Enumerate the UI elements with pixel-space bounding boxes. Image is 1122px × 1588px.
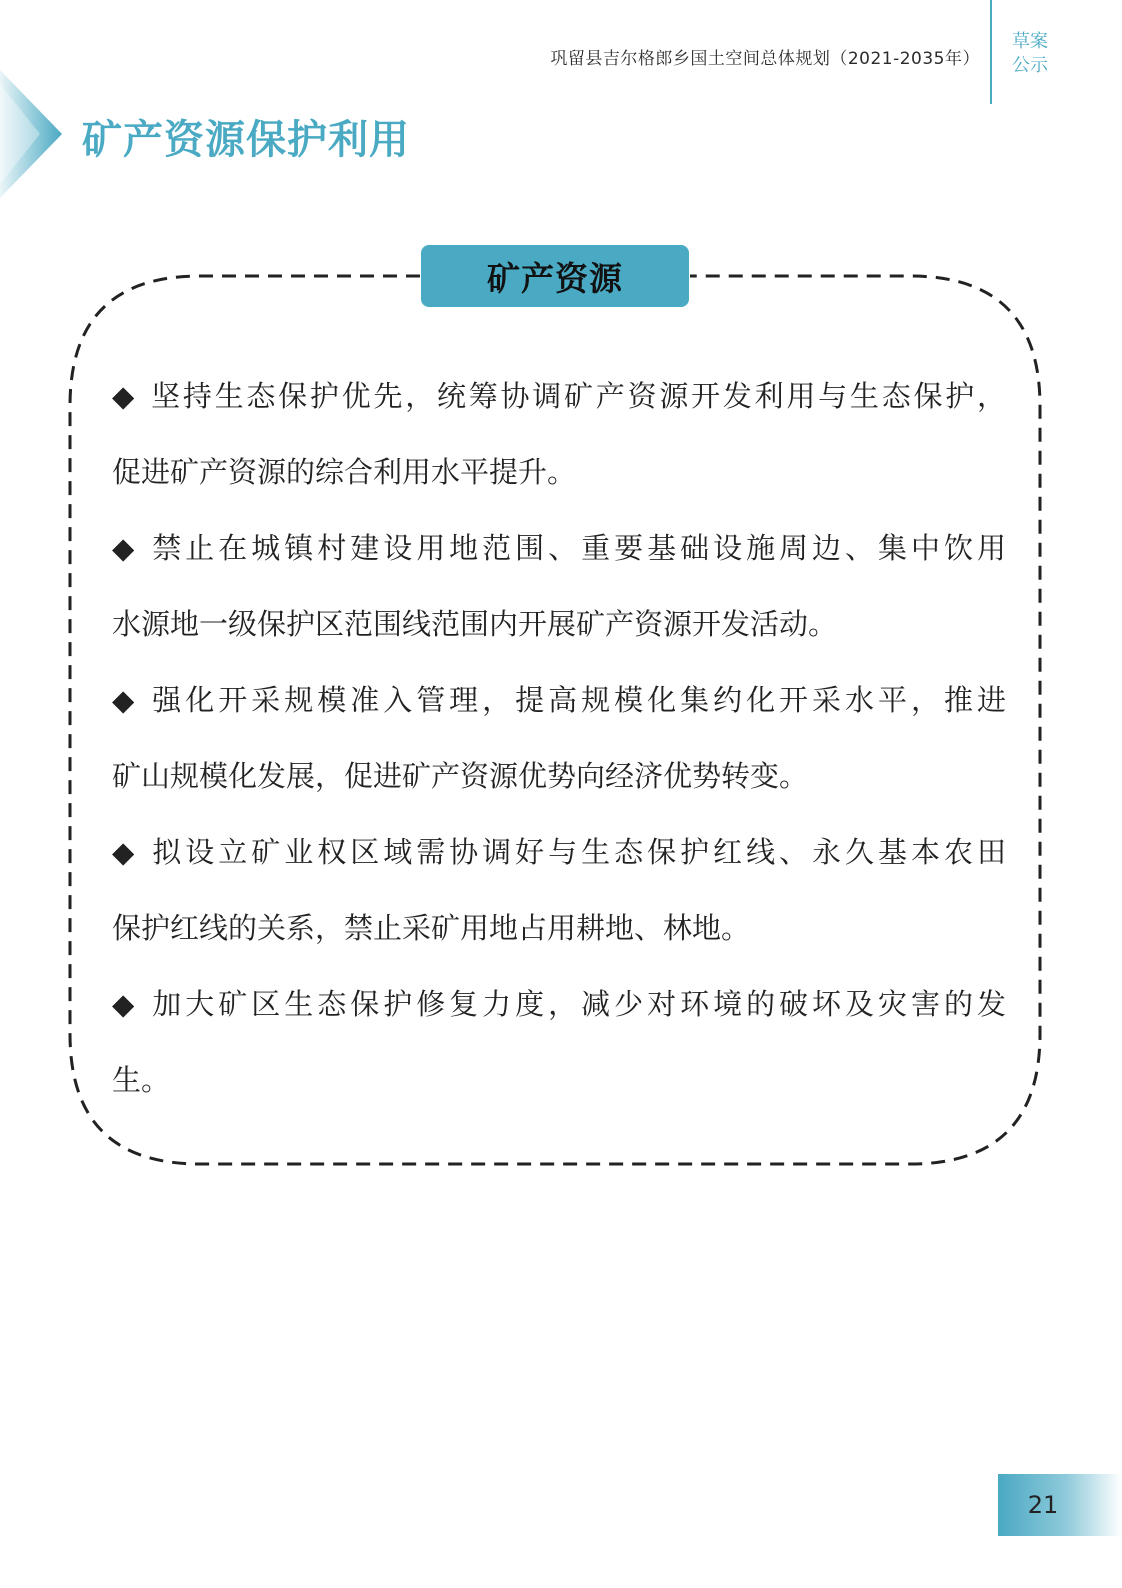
document-header-title: 巩留县吉尔格郎乡国土空间总体规划（2021-2035年） — [550, 49, 980, 69]
bullet-diamond-icon: ◆ — [112, 379, 138, 413]
bullet-item-4-line1 — [112, 814, 1006, 890]
bullet-item-3-line1 — [112, 662, 1006, 738]
bullet-list — [112, 358, 1006, 1118]
bullet-diamond-icon: ◆ — [112, 835, 139, 869]
page-title: 矿产资源保护利用 — [82, 117, 410, 163]
bullet-text: 坚持生态保护优先，统筹协调矿产资源开发利用与生态保护， — [151, 379, 1006, 413]
bullet-diamond-icon: ◆ — [112, 987, 139, 1021]
bullet-item-5-line1 — [112, 966, 1006, 1042]
bullet-text: 禁止在城镇村建设用地范围、重要基础设施周边、集中饮用 — [152, 531, 1006, 565]
draft-badge-line2: 公示 — [1012, 55, 1048, 76]
section-tag: 矿产资源 — [421, 245, 689, 307]
page-number: 21 — [1027, 1491, 1059, 1519]
bullet-text: 拟设立矿业权区域需协调好与生态保护红线、永久基本农田 — [152, 835, 1006, 869]
bullet-diamond-icon: ◆ — [112, 531, 139, 565]
bullet-item-2-line2: 水源地一级保护区范围线范围内开展矿产资源开发活动。 — [112, 607, 838, 641]
draft-badge-line1: 草案 — [1012, 31, 1048, 52]
bullet-item-4-line2: 保护红线的关系，禁止采矿用地占用耕地、林地。 — [112, 911, 751, 945]
bullet-text: 强化开采规模准入管理，提高规模化集约化开采水平，推进 — [152, 683, 1006, 717]
bullet-item-1-line2: 促进矿产资源的综合利用水平提升。 — [112, 455, 577, 489]
bullet-item-5-line2: 生。 — [112, 1063, 171, 1097]
bullet-diamond-icon: ◆ — [112, 683, 139, 717]
bullet-text: 加大矿区生态保护修复力度，减少对环境的破坏及灾害的发 — [152, 987, 1006, 1021]
bullet-item-1-line1 — [112, 358, 1006, 434]
bullet-item-2-line1 — [112, 510, 1006, 586]
bullet-item-3-line2: 矿山规模化发展，促进矿产资源优势向经济优势转变。 — [112, 759, 809, 793]
